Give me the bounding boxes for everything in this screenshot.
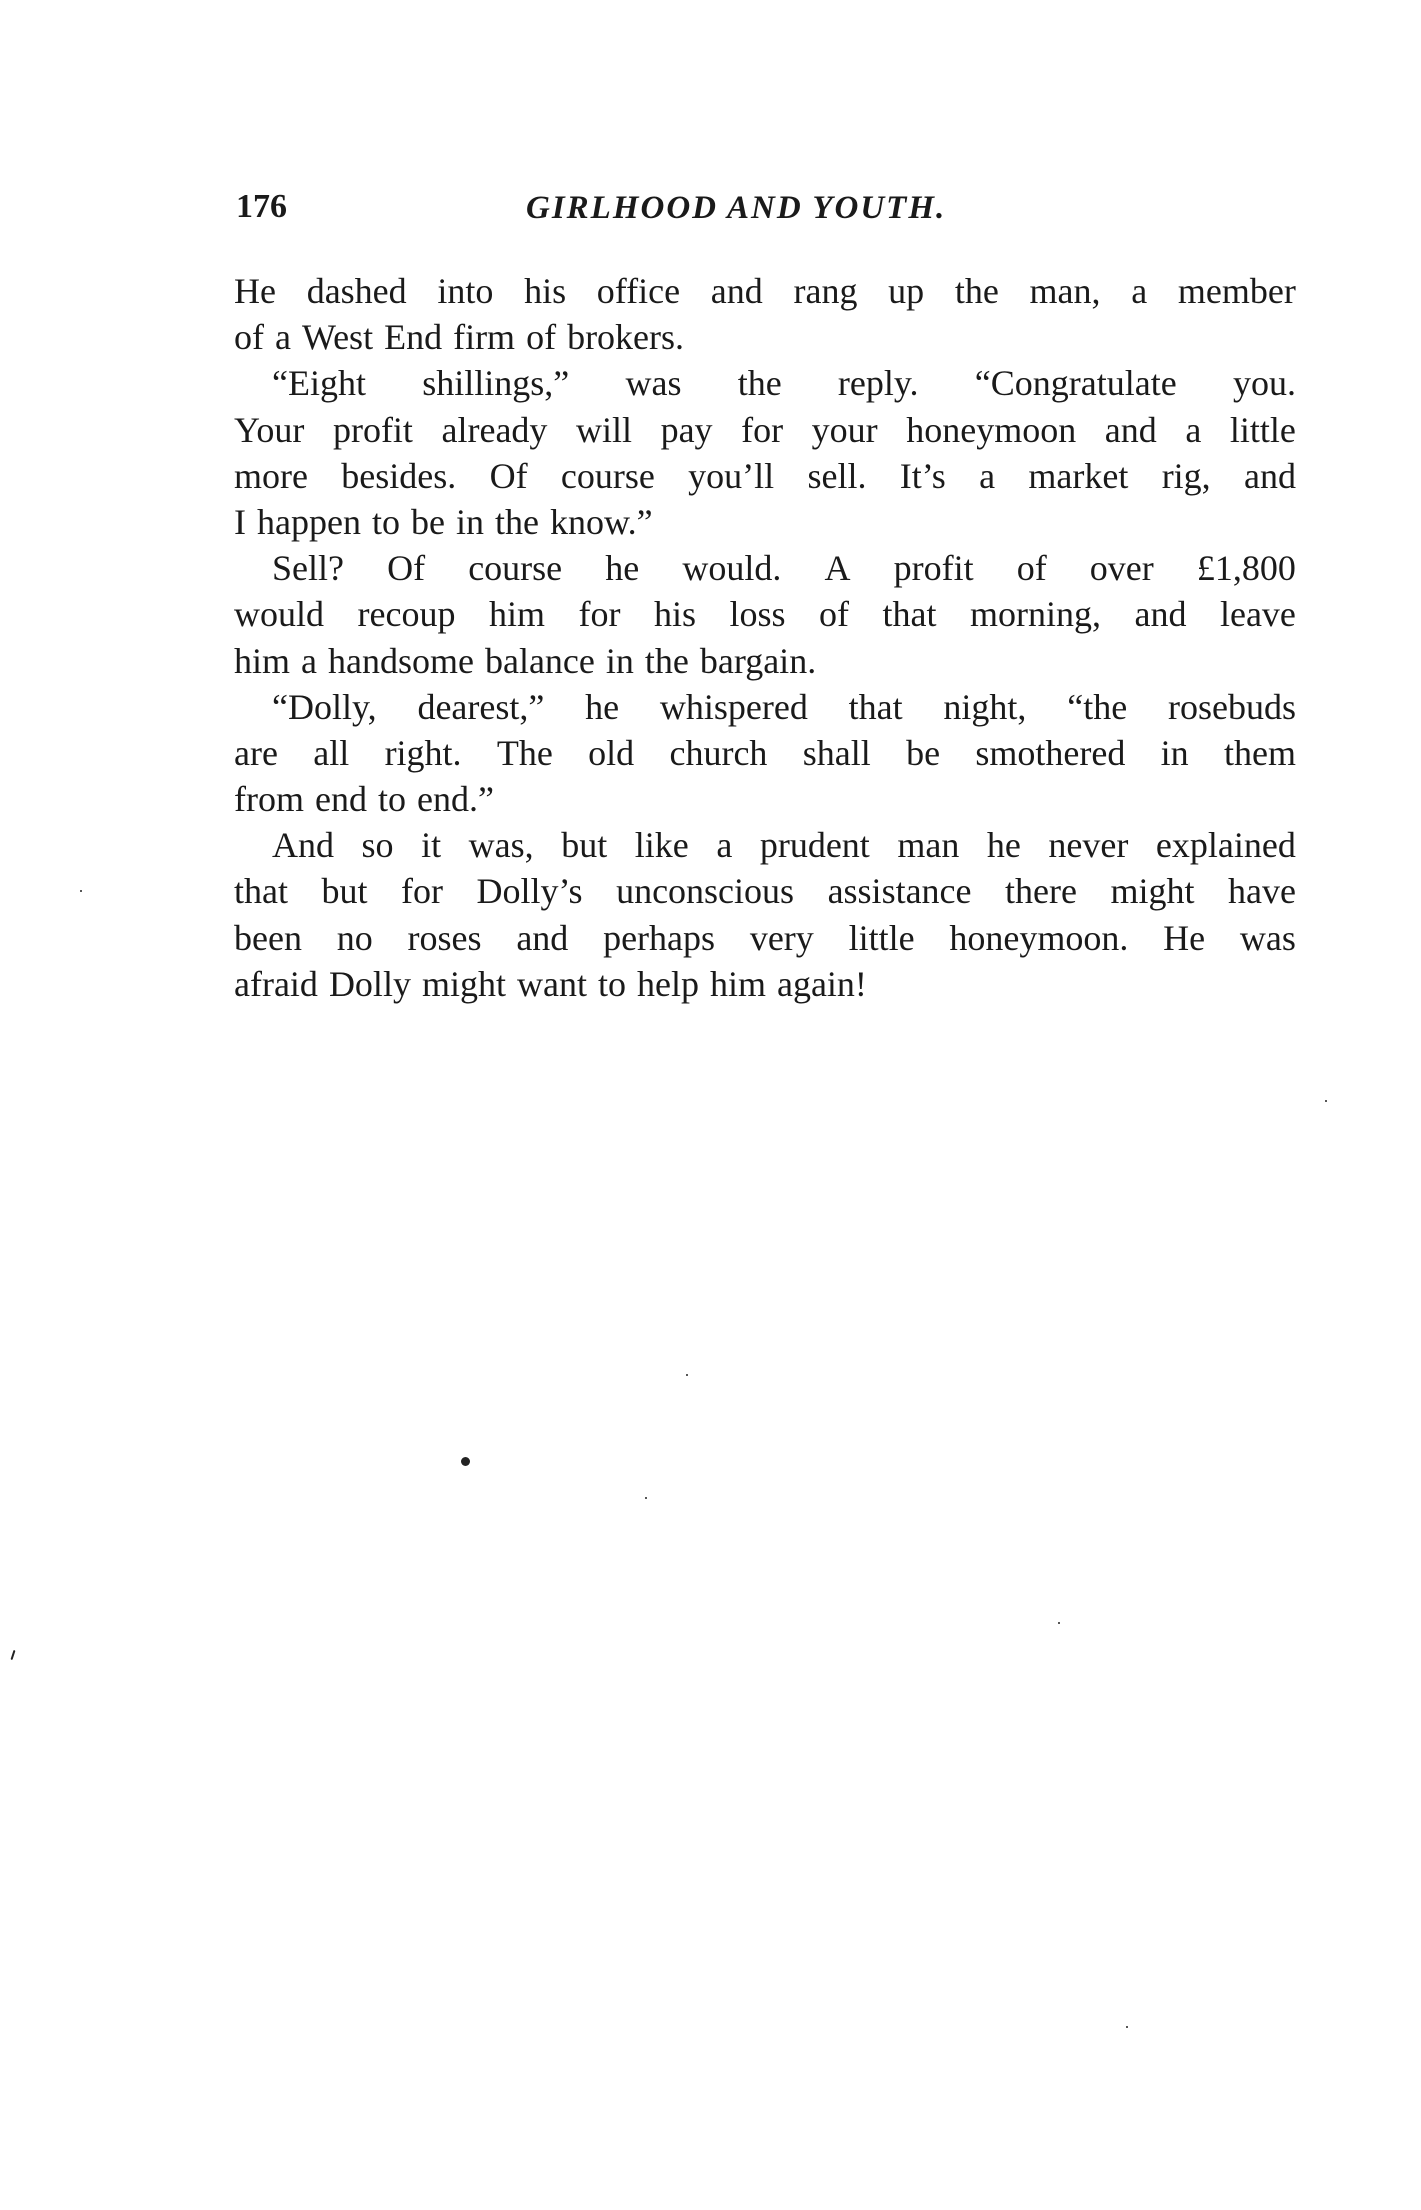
text-line: that but for Dolly’s unconscious assistance there might have	[234, 871, 1296, 912]
text-line: are all right. The old church shall be smothered in them	[234, 732, 1296, 773]
ink-speck	[461, 1457, 470, 1466]
text-line: And so it was, but like a prudent man he never explained	[272, 825, 1296, 866]
text-line: would recoup him for his loss of that morning, and leave	[234, 594, 1296, 635]
page-number: 176	[236, 188, 287, 225]
text-line: “Dolly, dearest,” he whispered that night, “the rosebuds	[272, 686, 1296, 727]
text-line: of a West End firm of brokers.	[234, 317, 685, 358]
text-line: He dashed into his office and rang up the man, a member	[234, 271, 1296, 311]
ink-speck	[1126, 2026, 1128, 2028]
ink-speck	[1325, 1100, 1327, 1102]
text-line: from end to end.”	[234, 779, 494, 820]
text-line: Your profit already will pay for your honeymoon and a little	[234, 409, 1296, 450]
text-line: “Eight shillings,” was the reply. “Congratulate you.	[272, 363, 1296, 404]
text-line: him a handsome balance in the bargain.	[234, 640, 817, 681]
ink-speck	[645, 1497, 647, 1499]
ink-speck	[80, 890, 82, 892]
body-text	[234, 268, 1296, 1007]
ink-speck	[686, 1374, 688, 1376]
ink-speck	[1058, 1622, 1060, 1624]
running-head: GIRLHOOD AND YOUTH.	[526, 190, 947, 226]
page-header	[236, 188, 1306, 238]
text-line: afraid Dolly might want to help him again!	[234, 963, 867, 1004]
text-line: more besides. Of course you’ll sell. It’s a market rig, and	[234, 455, 1296, 496]
text-line: Sell? Of course he would. A profit of over £1,800	[272, 548, 1296, 589]
ink-speck	[11, 1650, 16, 1660]
text-line: been no roses and perhaps very little honeymoon. He was	[234, 917, 1296, 958]
text-line: I happen to be in the know.”	[234, 501, 653, 542]
